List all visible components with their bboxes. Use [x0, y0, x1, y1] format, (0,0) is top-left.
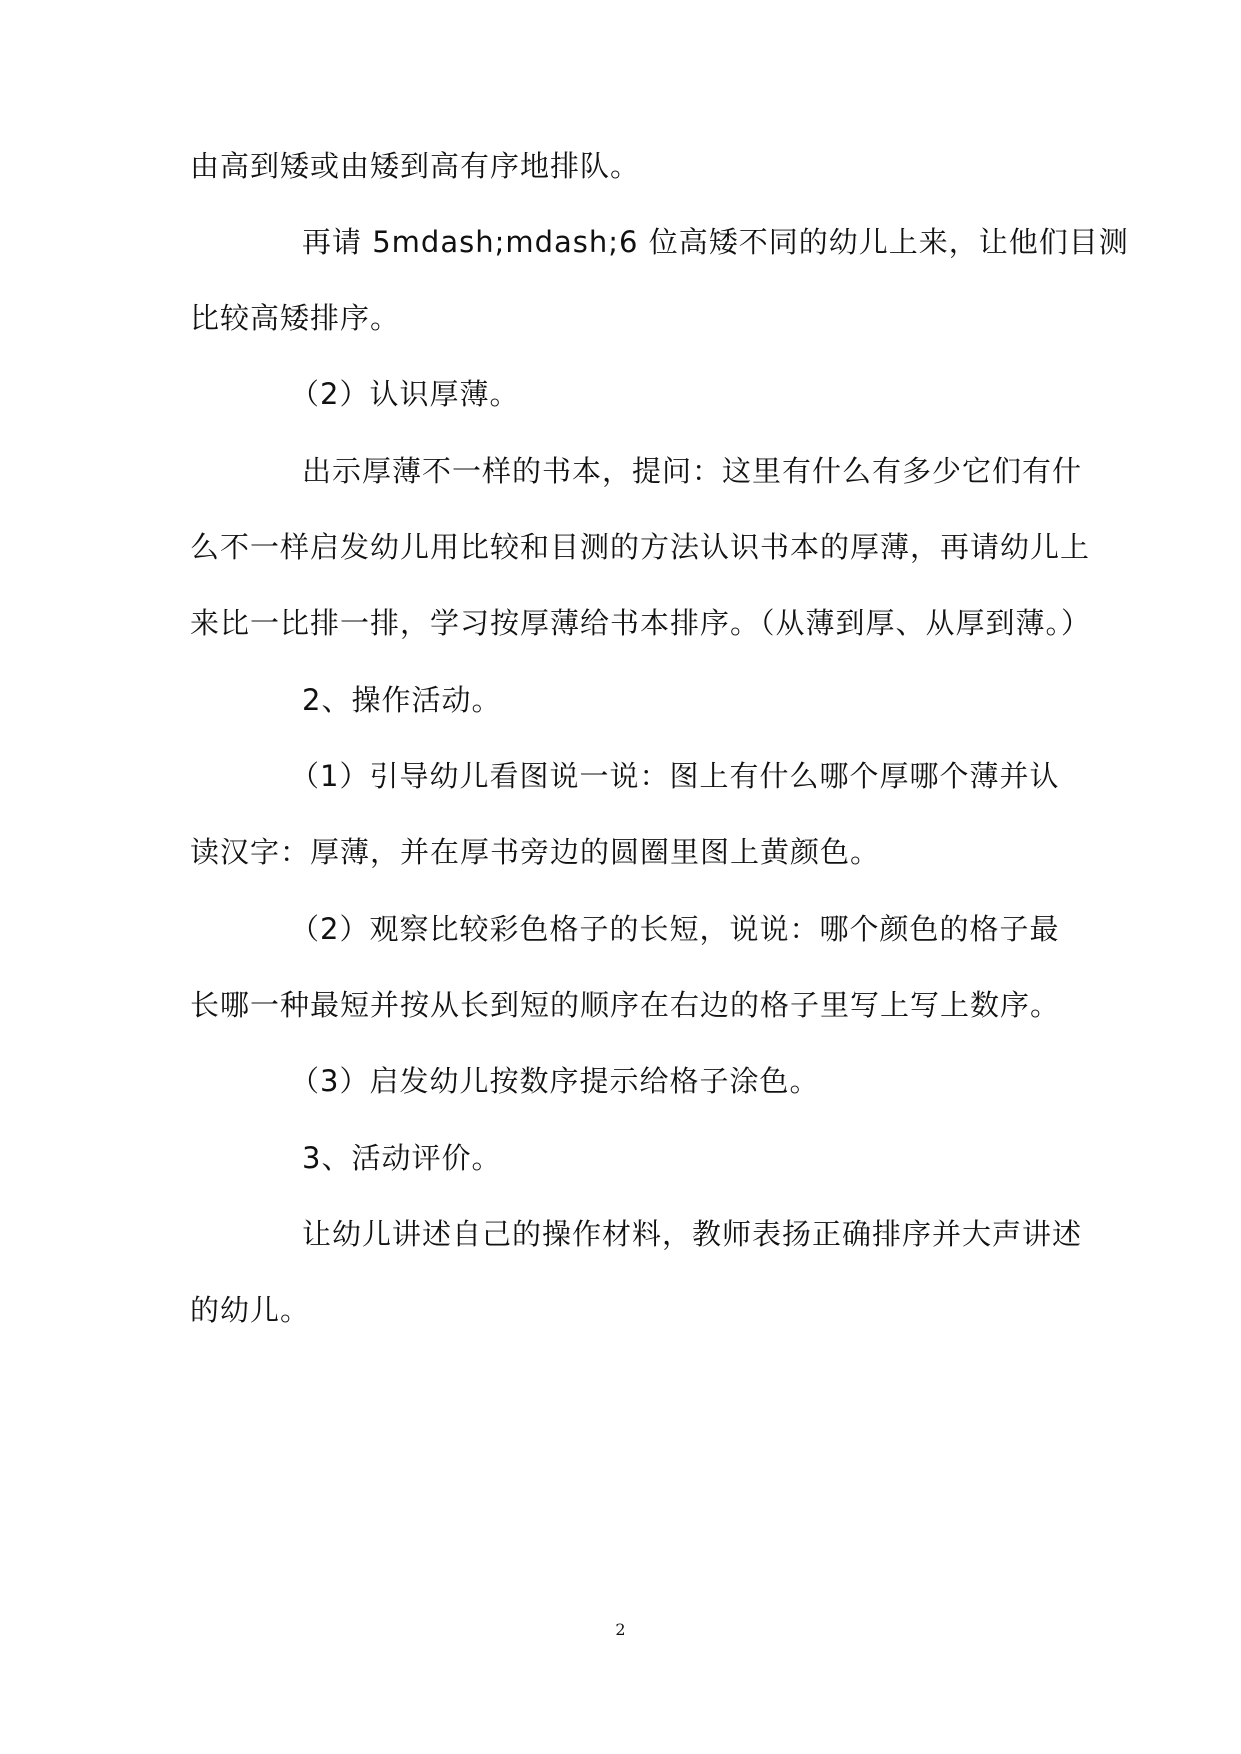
paragraph-line: （3）启发幼儿按数序提示给格子涂色。 [290, 1064, 820, 1098]
paragraph-line: 比较高矮排序。 [190, 301, 401, 335]
paragraph-line: （2）观察比较彩色格子的长短，说说：哪个颜色的格子最 [290, 912, 1060, 946]
paragraph-line: 出示厚薄不一样的书本，提问：这里有什么有多少它们有什 [302, 454, 1083, 488]
paragraph-line: 读汉字：厚薄，并在厚书旁边的圆圈里图上黄颜色。 [190, 835, 881, 869]
paragraph-line: 的幼儿。 [190, 1293, 311, 1327]
section-heading: （2）认识厚薄。 [290, 377, 520, 411]
paragraph-line: 让幼儿讲述自己的操作材料，教师表扬正确排序并大声讲述 [302, 1217, 1083, 1251]
paragraph-line: 再请 5mdash;mdash;6 位高矮不同的幼儿上来，让他们目测 [302, 225, 1129, 259]
paragraph-line: 长哪一种最短并按从长到短的顺序在右边的格子里写上写上数序。 [190, 988, 1061, 1022]
paragraph-line: 么不一样启发幼儿用比较和目测的方法认识书本的厚薄，再请幼儿上 [190, 530, 1091, 564]
paragraph-line: （1）引导幼儿看图说一说：图上有什么哪个厚哪个薄并认 [290, 759, 1060, 793]
section-heading: 3、活动评价。 [302, 1141, 502, 1175]
paragraph-line: 来比一比排一排，学习按厚薄给书本排序。（从薄到厚、从厚到薄。） [190, 606, 1092, 640]
paragraph-line: 由高到矮或由矮到高有序地排队。 [190, 149, 641, 183]
page-number: 2 [615, 1620, 626, 1639]
section-heading: 2、操作活动。 [302, 683, 502, 717]
